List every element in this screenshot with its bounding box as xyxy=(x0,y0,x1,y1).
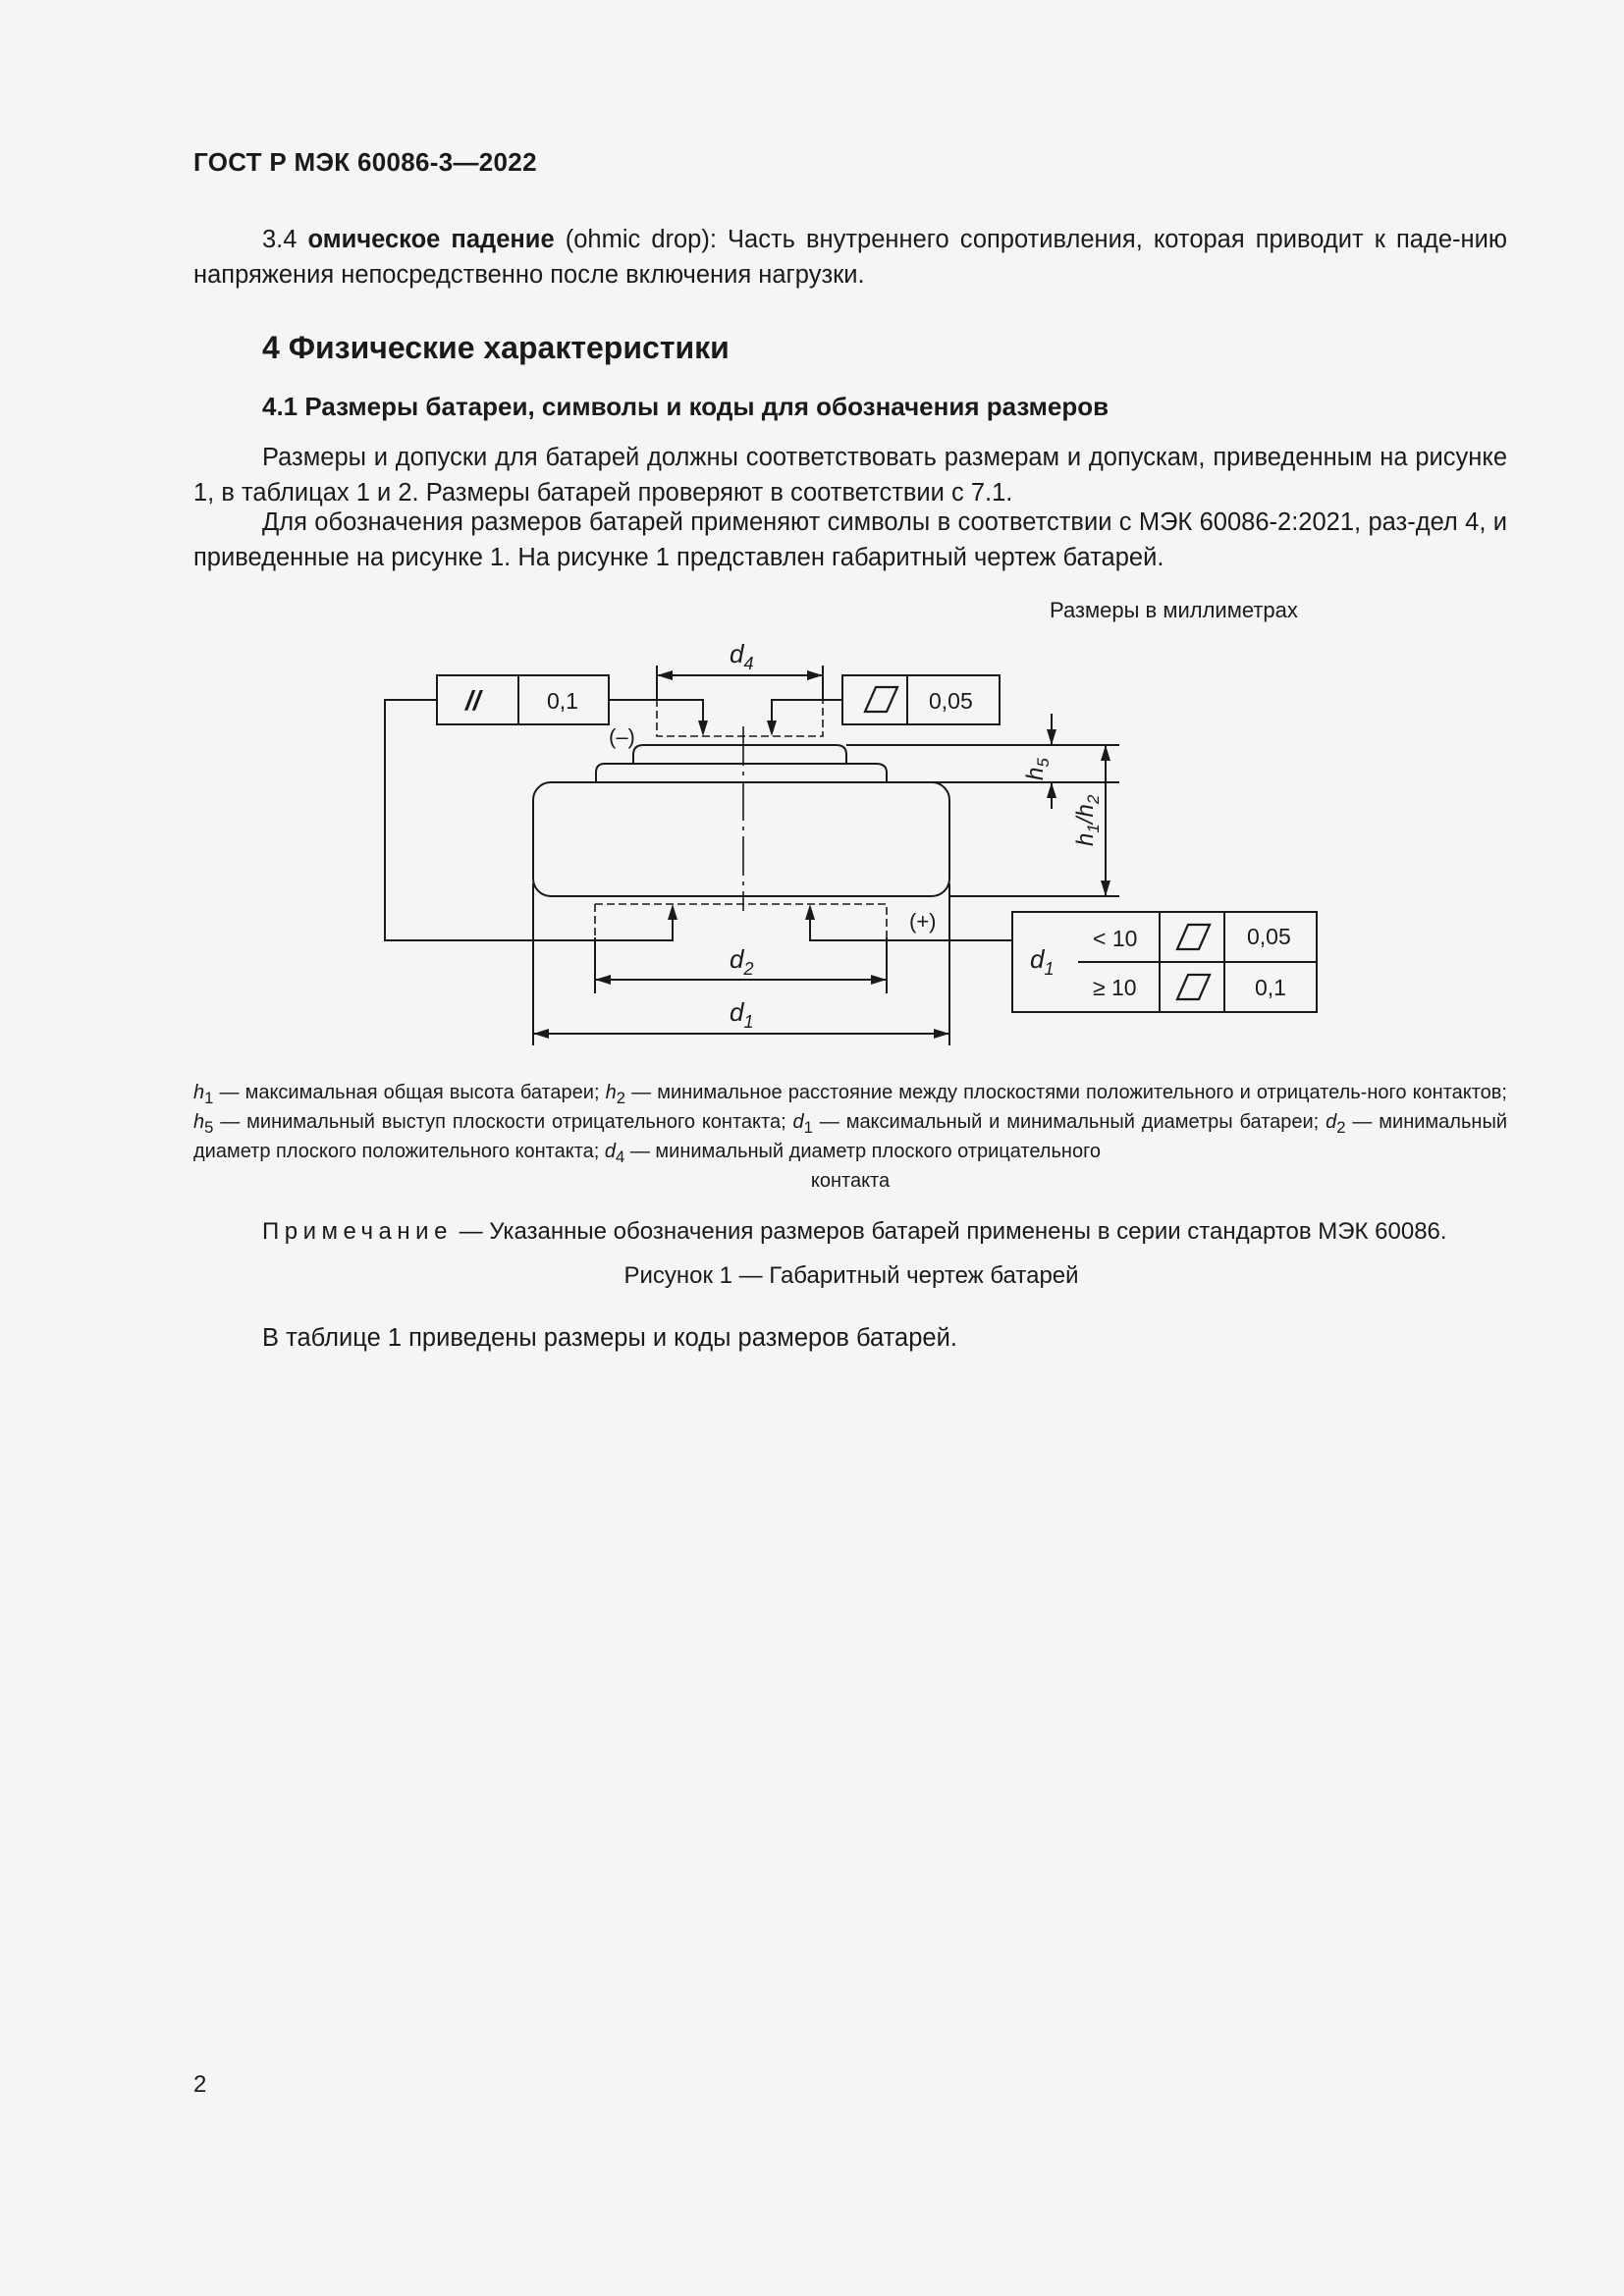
clause-number: 3.4 xyxy=(262,226,298,253)
flatness-icon xyxy=(865,687,897,712)
svg-text:d1: $d_1$ xyxy=(1030,944,1055,979)
clause-term-en: (ohmic drop) xyxy=(565,226,710,253)
clause-definition: : Часть внутреннего сопротивления, которая приводит к паде-нию напряжения непосредственно после включения нагрузки. xyxy=(193,226,1507,289)
d2-label: d xyxy=(730,944,744,974)
section-4-title: 4 Физические характеристики xyxy=(262,330,730,365)
tolerance-frame-left xyxy=(437,675,609,724)
tolerance-row-condition: ≥ 10 xyxy=(1093,975,1137,1000)
page-number: 2 xyxy=(193,2071,207,2098)
figure-caption: Рисунок 1 — Габаритный чертеж батарей xyxy=(623,1262,1079,1289)
tolerance-table-label: d xyxy=(1030,944,1045,974)
svg-text:d4: $d_4$ xyxy=(730,639,754,673)
parallelism-icon: // xyxy=(465,685,481,716)
paragraph-3: В таблице 1 приведены размеры и коды размеров батарей. xyxy=(262,1324,957,1352)
svg-text:h5: $h_5$ xyxy=(1022,758,1053,780)
units-note: Размеры в миллиметрах xyxy=(1050,598,1298,622)
negative-cap-outer xyxy=(596,764,887,782)
tolerance-top-right-value: 0,05 xyxy=(929,688,973,714)
battery-dimension-drawing xyxy=(0,0,1624,1080)
note-text: — Указанные обозначения размеров батарей применены в серии стандартов МЭК 60086. xyxy=(452,1218,1447,1245)
tolerance-left-value: 0,1 xyxy=(547,688,578,714)
tolerance-frame-top-right xyxy=(842,675,1000,724)
positive-terminal-label: (+) xyxy=(909,909,937,934)
svg-text:d2: $d_2$ xyxy=(730,944,754,979)
d4-label: d xyxy=(730,639,744,668)
clause-term: омическое падение xyxy=(307,226,555,253)
tolerance-row-condition: < 10 xyxy=(1093,926,1138,951)
negative-terminal-label: (–) xyxy=(609,724,635,749)
d4-contact-zone xyxy=(657,699,823,736)
paragraph-2: Для обозначения размеров батарей применяют символы в соответствии с МЭК 60086-2:2021, раз-дел 4, и приведенные на рисунке 1. На рисунке 1 представлен габаритный чертеж батарей. xyxy=(193,508,1507,571)
section-4-1-title: 4.1 Размеры батареи, символы и коды для обозначения размеров xyxy=(262,392,1110,421)
h5-label: h xyxy=(1022,767,1049,780)
svg-text:d1: $d_1$ xyxy=(730,997,754,1032)
d1-label: d xyxy=(730,997,744,1027)
h1h2-label: h xyxy=(1072,832,1099,846)
tolerance-row-value: 0,05 xyxy=(1247,924,1291,949)
tolerance-row-value: 0,1 xyxy=(1255,975,1286,1000)
paragraph-1: Размеры и допуски для батарей должны соответствовать размерам и допускам, приведенным на рисунке 1, в таблицах 1 и 2. Размеры батарей проверяют в соответствии с 7.1. xyxy=(193,444,1507,507)
negative-cap-inner xyxy=(633,745,846,764)
figure-note xyxy=(262,1218,1447,1246)
document-header: ГОСТ Р МЭК 60086-3—2022 xyxy=(193,147,537,177)
note-label: Примечание xyxy=(262,1218,453,1245)
svg-text:h1/h2: $h_1/h_2$ xyxy=(1072,794,1103,846)
flatness-icon xyxy=(1177,975,1210,999)
figure-legend: $h_1$ — максимальная общая высота батареи; $h_2$ — минимальное расстояние между плоскостями положительного и отрицатель-ного контактов; $h_5$ — минимальный выступ плоскости отрицательного контакта; $d_1$ — максимальный и минимальный диаметры батареи; $d_2$ — минимальный диаметр плоского положительного контакта; $d_4$ — минимальный диаметр плоского отрицательного контакта xyxy=(193,1082,1507,1192)
flatness-icon xyxy=(1177,925,1210,949)
battery-body xyxy=(533,782,949,896)
